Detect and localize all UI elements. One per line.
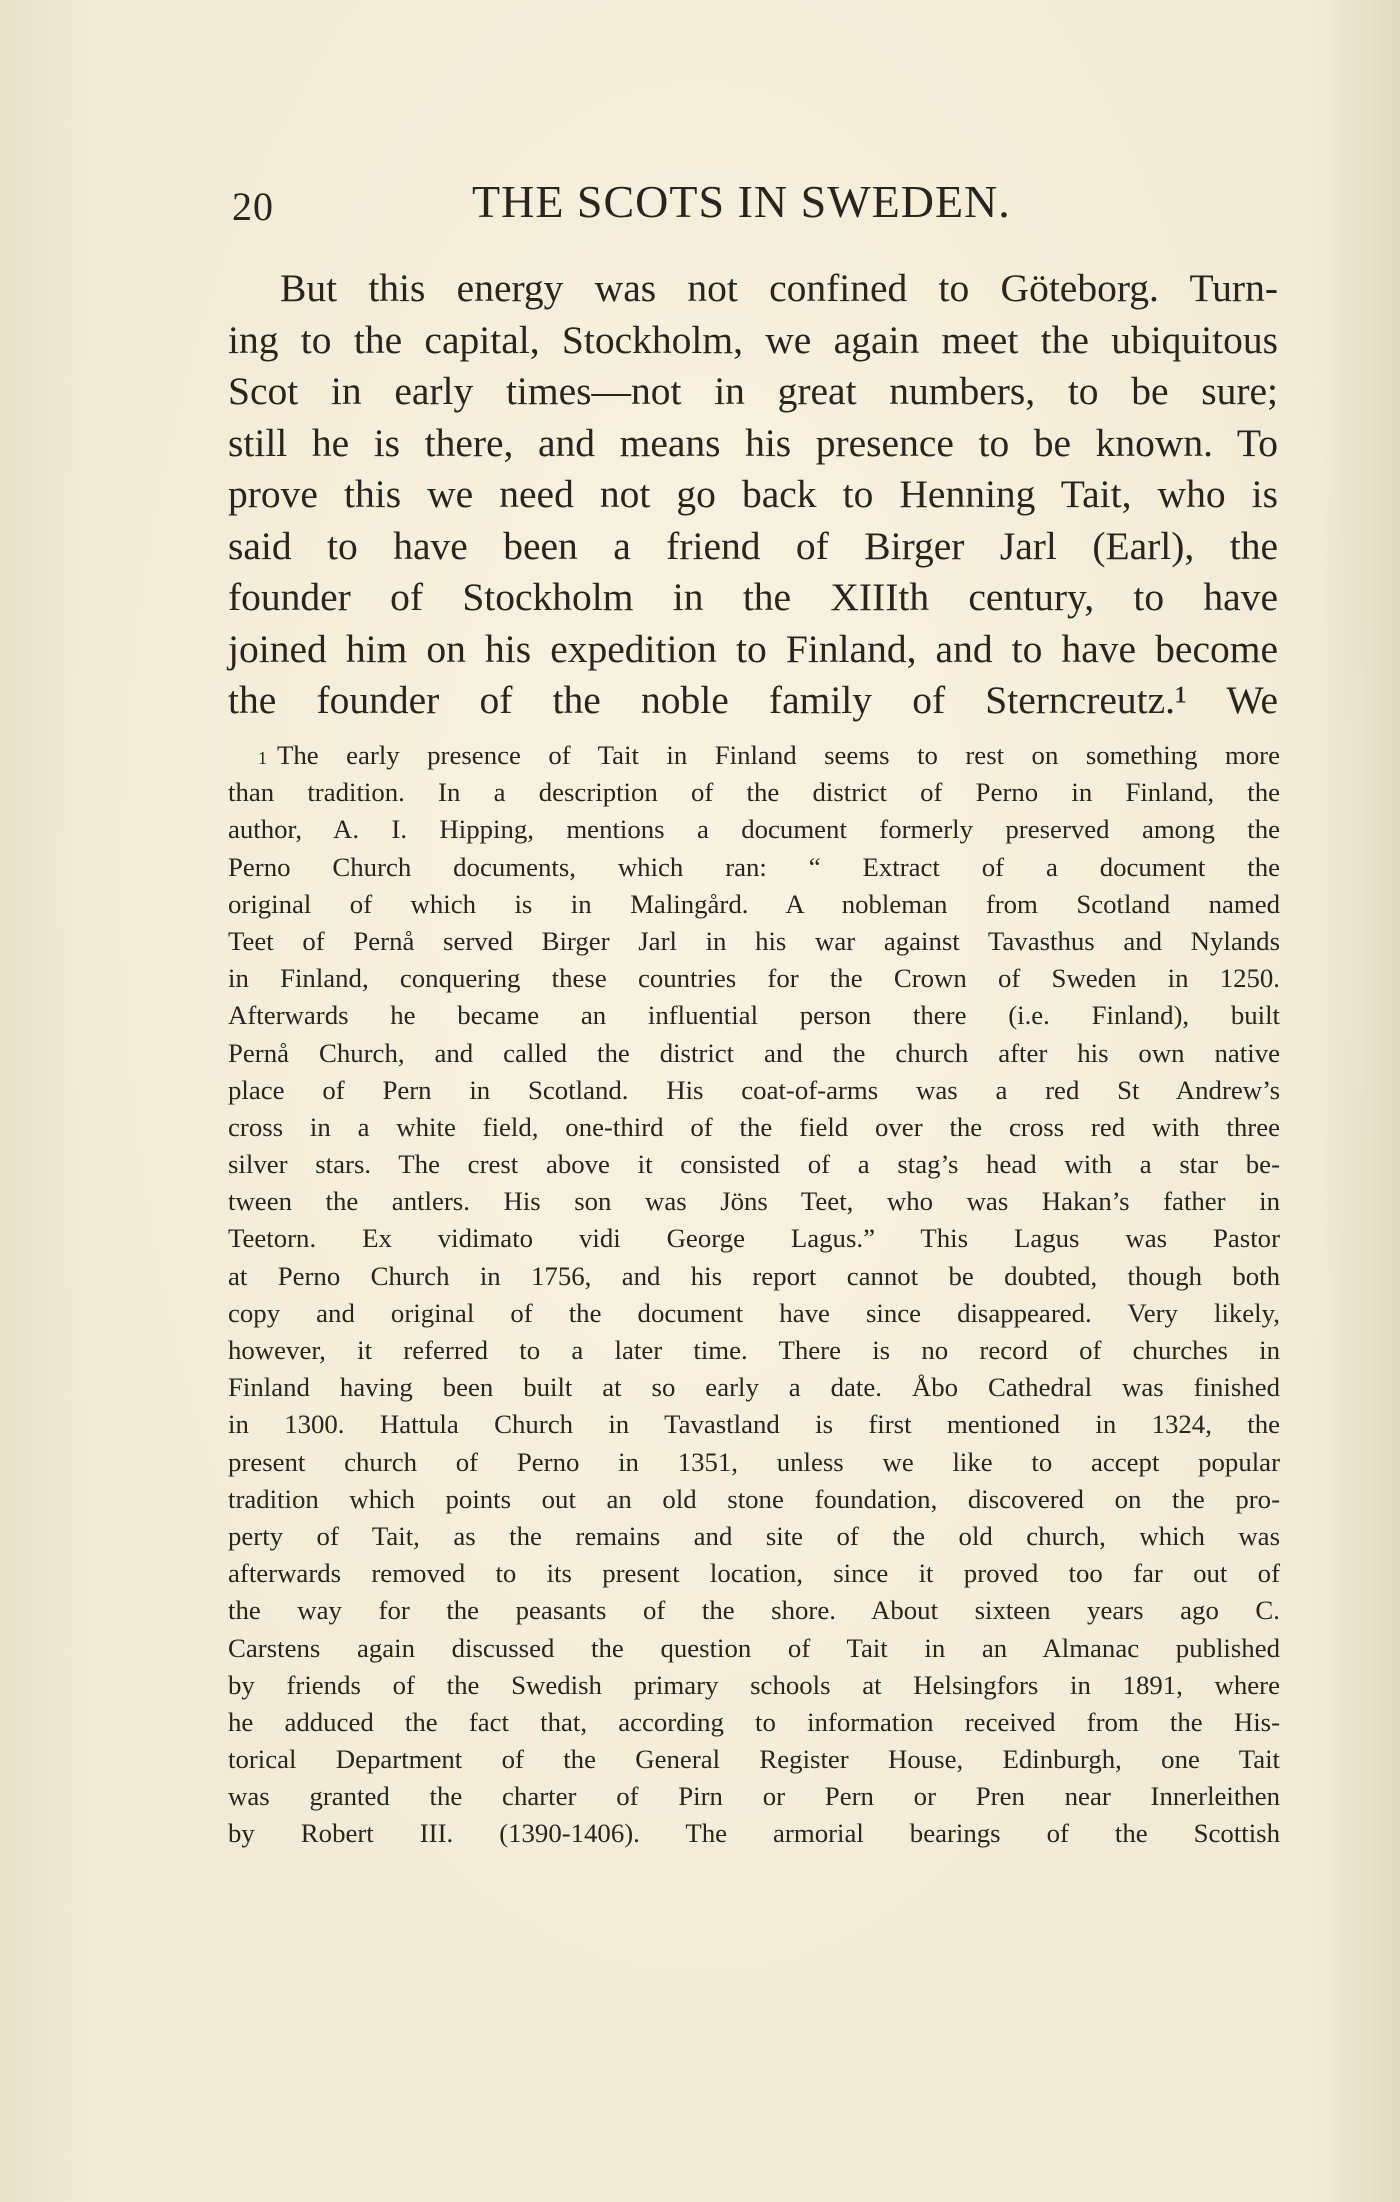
footnote-line: Finland having been built at so early a date. Åbo Cathedral was finished — [228, 1372, 1280, 1403]
running-title: THE SCOTS IN SWEDEN. — [472, 176, 1011, 227]
footnote-line: original of which is in Malingård. A nobleman from Scotland named — [228, 888, 1280, 919]
text-line: But this energy was not confined to Göteborg. Turn- — [280, 266, 1278, 310]
footnote-line: by friends of the Swedish primary schools at Helsingfors in 1891, where — [228, 1669, 1280, 1700]
footnote-line: tradition which points out an old stone foundation, discovered on the pro- — [228, 1483, 1280, 1514]
main-text — [228, 263, 1278, 727]
footnote-line: however, it referred to a later time. There is no record of churches in — [228, 1335, 1280, 1365]
footnote-line: in 1300. Hattula Church in Tavastland is first mentioned in 1324, the — [228, 1409, 1280, 1440]
footnote-line: Teetorn. Ex vidimato vidi George Lagus.” This Lagus was Pastor — [228, 1223, 1280, 1254]
text-line: founder of Stockholm in the XIIIth century, to have — [228, 575, 1278, 619]
footnote-line: Perno Church documents, which ran: “ Extract of a document the — [228, 851, 1280, 882]
text-line: said to have been a friend of Birger Jarl (Earl), the — [228, 523, 1278, 568]
text-line: the founder of the noble family of Sterncreutz.¹ We — [228, 678, 1278, 722]
footnote-line: Pernå Church, and called the district and the church after his own native — [228, 1037, 1280, 1068]
footnote-line: was granted the charter of Pirn or Pern or Pren near Innerleithen — [228, 1781, 1280, 1812]
text-line: prove this we need not go back to Henning Tait, who is — [228, 472, 1278, 516]
footnote-line: perty of Tait, as the remains and site of the old church, which was — [228, 1520, 1280, 1551]
text-line: still he is there, and means his presence to be known. To — [228, 420, 1278, 465]
footnote-line: Afterwards he became an influential person there (i.e. Finland), built — [228, 1000, 1280, 1031]
footnote-line: than tradition. In a description of the district of Perno in Finland, the — [228, 777, 1280, 808]
footnote-line: Teet of Pernå served Birger Jarl in his war against Tavasthus and Nylands — [228, 925, 1280, 956]
footnote-line: by Robert III. (1390-1406). The armorial bearings of the Scottish — [228, 1818, 1280, 1849]
footnote-first-line: 1 The early presence of Tait in Finland seems to rest on something more — [228, 737, 1280, 774]
footnote-line: Carstens again discussed the question of Tait in an Almanac published — [228, 1632, 1280, 1663]
footnote-line: author, A. I. Hipping, mentions a document formerly preserved among the — [228, 814, 1280, 845]
footnote-line: the way for the peasants of the shore. About sixteen years ago C. — [228, 1595, 1280, 1626]
footnote-line: he adduced the fact that, according to information received from the His- — [228, 1706, 1280, 1737]
footnote-line: place of Pern in Scotland. His coat-of-arms was a red St Andrew’s — [228, 1074, 1280, 1105]
text-line: joined him on his expedition to Finland, and to have become — [228, 626, 1278, 671]
footnote-line: afterwards removed to its present location, since it proved too far out of — [228, 1558, 1280, 1589]
footnote-line: at Perno Church in 1756, and his report cannot be doubted, though both — [228, 1260, 1280, 1291]
text-line: Scot in early times—not in great numbers, to be sure; — [228, 369, 1278, 413]
footnote-line: cross in a white field, one-third of the field over the cross red with three — [228, 1111, 1280, 1142]
footnote-line: tween the antlers. His son was Jöns Teet, who was Hakan’s father in — [228, 1186, 1280, 1217]
footnote-line: in Finland, conquering these countries for the Crown of Sweden in 1250. — [228, 963, 1280, 994]
footnote-line: The early presence of Tait in Finland seems to rest on something more — [277, 740, 1280, 770]
page-header — [232, 175, 1052, 235]
footnote-line: present church of Perno in 1351, unless we like to accept popular — [228, 1446, 1280, 1477]
page-number: 20 — [232, 184, 274, 229]
footnote — [228, 737, 1280, 1853]
footnote-line: torical Department of the General Register House, Edinburgh, one Tait — [228, 1744, 1280, 1775]
footnote-line: silver stars. The crest above it consisted of a stag’s head with a star be- — [228, 1149, 1280, 1180]
footnote-line: copy and original of the document have since disappeared. Very likely, — [228, 1297, 1280, 1328]
text-line: ing to the capital, Stockholm, we again meet the ubiquitous — [228, 317, 1278, 362]
